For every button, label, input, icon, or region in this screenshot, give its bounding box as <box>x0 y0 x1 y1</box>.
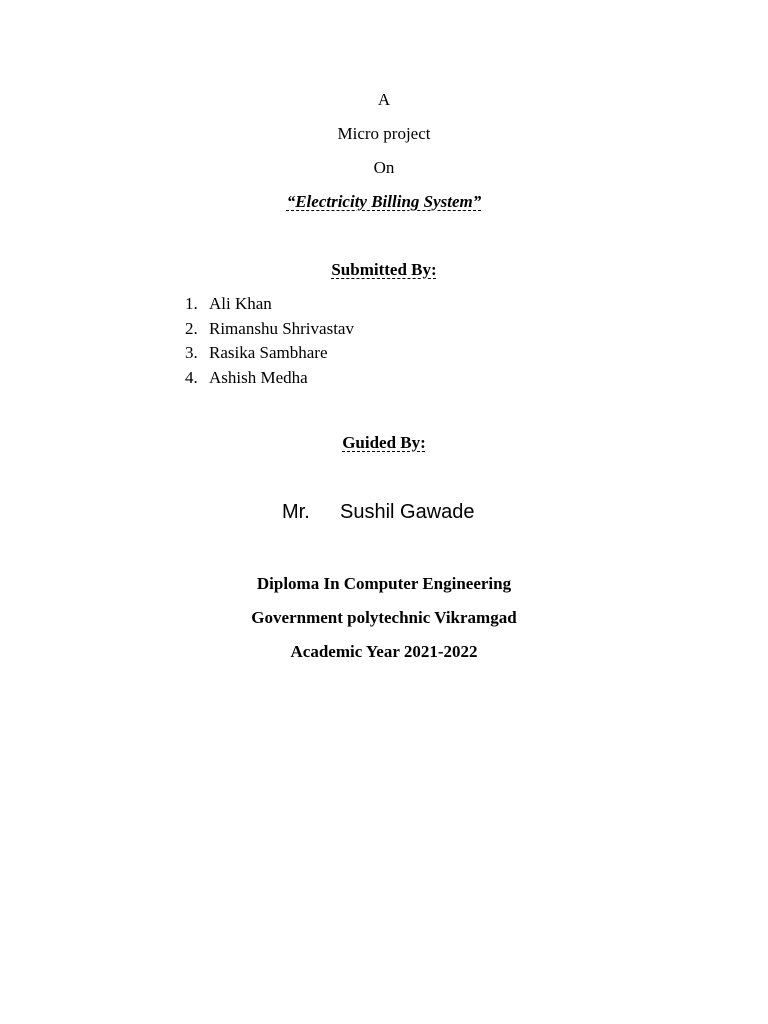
guide-name: Sushil Gawade <box>340 501 475 523</box>
guide-name-line <box>282 500 475 524</box>
submitted-heading-line <box>0 260 768 280</box>
member-name: Ali Khan <box>209 294 272 313</box>
member-number: 2. <box>185 318 198 338</box>
cover-line-micro-project: Micro project <box>337 124 431 143</box>
cover-line-a: A <box>377 90 391 109</box>
member-name: Ashish Medha <box>209 367 308 387</box>
member-number: 4. <box>185 367 198 387</box>
member-name: Rimanshu Shrivastav <box>209 318 354 338</box>
college-line: Government polytechnic Vikramgad <box>251 608 517 627</box>
member-name: Rasika Sambhare <box>209 343 328 362</box>
guided-heading-line <box>0 433 768 453</box>
list-item <box>185 317 354 342</box>
list-item <box>185 292 354 317</box>
guided-by-heading: Guided By: <box>342 433 426 452</box>
project-title-line <box>0 192 768 212</box>
guide-title: Mr. <box>282 501 310 523</box>
project-title: “Electricity Billing System” <box>286 192 482 211</box>
academic-year-line: Academic Year 2021-2022 <box>290 642 478 661</box>
course-line: Diploma In Computer Engineering <box>256 574 512 593</box>
member-list <box>185 292 354 390</box>
member-number: 1. <box>185 294 198 313</box>
list-item <box>185 366 354 391</box>
member-number: 3. <box>185 343 198 362</box>
list-item <box>185 341 354 366</box>
submitted-by-heading: Submitted By: <box>331 260 437 279</box>
cover-line-on: On <box>373 158 395 177</box>
